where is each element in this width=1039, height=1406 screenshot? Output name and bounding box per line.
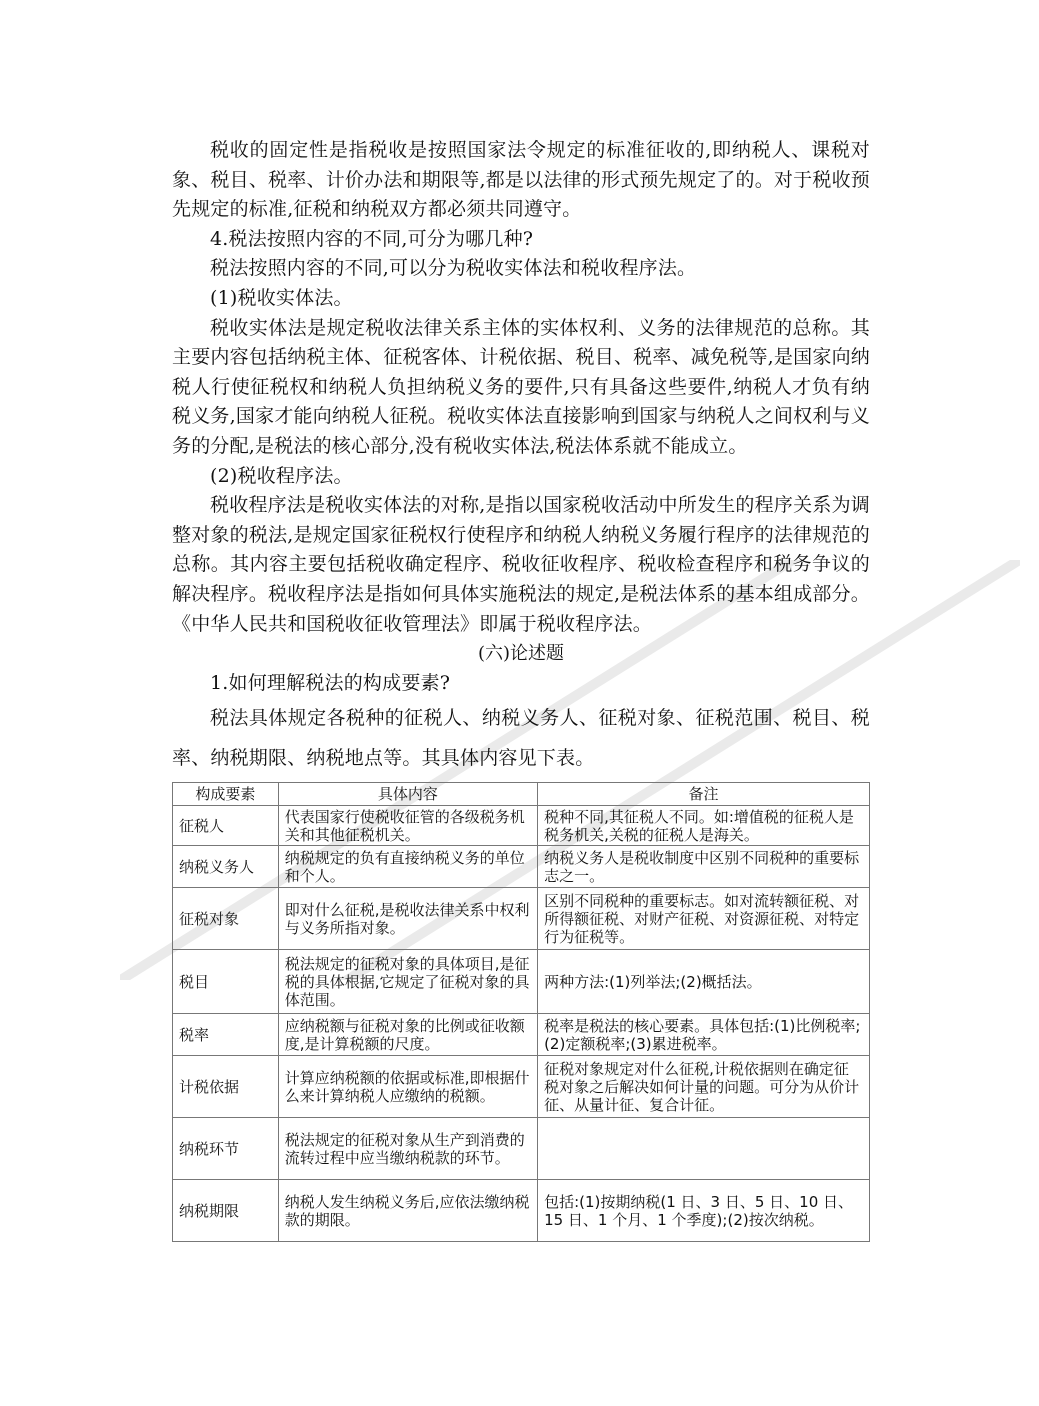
table-row xyxy=(173,806,870,846)
element-remark: 征税对象规定对什么征税,计税依据则在确定征税对象之后解决如何计量的问题。可分为从价计征、从量计征、复合计征。 xyxy=(538,1056,870,1118)
element-name: 税目 xyxy=(173,950,279,1014)
element-content: 代表国家行使税收征管的各级税务机关和其他征税机关。 xyxy=(278,806,537,846)
element-name: 征税对象 xyxy=(173,888,279,950)
table-row xyxy=(173,888,870,950)
element-name: 纳税义务人 xyxy=(173,846,279,888)
element-name: 税率 xyxy=(173,1014,279,1056)
subheading-procedural-law: (2)税收程序法。 xyxy=(210,464,353,487)
header-remark: 备注 xyxy=(538,783,870,806)
element-remark: 包括:(1)按期纳税(1 日、3 日、5 日、10 日、15 日、1 个月、1 个季度);(2)按次纳税。 xyxy=(538,1180,870,1242)
header-element: 构成要素 xyxy=(173,783,279,806)
question-4: 4.税法按照内容的不同,可分为哪几种? xyxy=(210,227,534,250)
paragraph-fixedness: 税收的固定性是指税收是按照国家法令规定的标准征收的,即纳税人、课税对象、税目、税率、计价办法和期限等,都是以法律的形式预先规定了的。对于税收预先规定的标准,征税和纳税双方都必须共同遵守。 xyxy=(172,139,870,221)
table-row xyxy=(173,1180,870,1242)
element-name: 计税依据 xyxy=(173,1056,279,1118)
element-remark: 税种不同,其征税人不同。如:增值税的征税人是税务机关,关税的征税人是海关。 xyxy=(538,806,870,846)
answer-intro: 税法具体规定各税种的征税人、纳税义务人、征税对象、征税范围、税目、税率、纳税期限、纳税地点等。其具体内容见下表。 xyxy=(172,707,870,770)
header-content: 具体内容 xyxy=(278,783,537,806)
paragraph-procedural-law: 税收程序法是税收实体法的对称,是指以国家税收活动中所发生的程序关系为调整对象的税法,是规定国家征税权行使程序和纳税人纳税义务履行程序的法律规范的总称。其内容主要包括税收确定程序、税收征收程序、税收检查程序和税务争议的解决程序。税收程序法是指如何具体实施税法的规定,是税法体系的基本组成部分。《中华人民共和国税收征收管理法》即属于税收程序法。 xyxy=(172,494,870,635)
element-name: 征税人 xyxy=(173,806,279,846)
element-content: 纳税规定的负有直接纳税义务的单位和个人。 xyxy=(278,846,537,888)
element-name: 纳税环节 xyxy=(173,1118,279,1180)
table-header-row xyxy=(173,783,870,806)
element-content: 计算应纳税额的依据或标准,即根据什么来计算纳税人应缴纳的税额。 xyxy=(278,1056,537,1118)
subheading-substantive-law: (1)税收实体法。 xyxy=(210,286,353,309)
document-page xyxy=(172,136,870,1242)
table-row xyxy=(173,1014,870,1056)
tax-elements-table xyxy=(172,782,870,1242)
section-heading: (六)论述题 xyxy=(477,643,565,665)
element-remark: 区别不同税种的重要标志。如对流转额征税、对所得额征税、对财产征税、对资源征税、对特定行为征税等。 xyxy=(538,888,870,950)
element-name: 纳税期限 xyxy=(173,1180,279,1242)
table-row xyxy=(173,1118,870,1180)
element-content: 应纳税额与征税对象的比例或征收额度,是计算税额的尺度。 xyxy=(278,1014,537,1056)
element-remark: 纳税义务人是税收制度中区别不同税种的重要标志之一。 xyxy=(538,846,870,888)
element-remark: 两种方法:(1)列举法;(2)概括法。 xyxy=(538,950,870,1014)
element-remark: 税率是税法的核心要素。具体包括:(1)比例税率;(2)定额税率;(3)累进税率。 xyxy=(538,1014,870,1056)
element-content: 税法规定的征税对象从生产到消费的流转过程中应当缴纳税款的环节。 xyxy=(278,1118,537,1180)
paragraph-classification: 税法按照内容的不同,可以分为税收实体法和税收程序法。 xyxy=(210,257,697,280)
element-content: 纳税人发生纳税义务后,应依法缴纳税款的期限。 xyxy=(278,1180,537,1242)
element-remark xyxy=(538,1118,870,1180)
table-row xyxy=(173,846,870,888)
paragraph-substantive-law: 税收实体法是规定税收法律关系主体的实体权利、义务的法律规范的总称。其主要内容包括纳税主体、征税客体、计税依据、税目、税率、减免税等,是国家向纳税人行使征税权和纳税人负担纳税义务的要件,只有具备这些要件,纳税人才负有纳税义务,国家才能向纳税人征税。税收实体法直接影响到国家与纳税人之间权利与义务的分配,是税法的核心部分,没有税收实体法,税法体系就不能成立。 xyxy=(172,316,870,457)
table-row xyxy=(173,950,870,1014)
element-content: 税法规定的征税对象的具体项目,是征税的具体根据,它规定了征税对象的具体范围。 xyxy=(278,950,537,1014)
essay-question: 1.如何理解税法的构成要素? xyxy=(210,671,451,694)
table-row xyxy=(173,1056,870,1118)
element-content: 即对什么征税,是税收法律关系中权利与义务所指对象。 xyxy=(278,888,537,950)
